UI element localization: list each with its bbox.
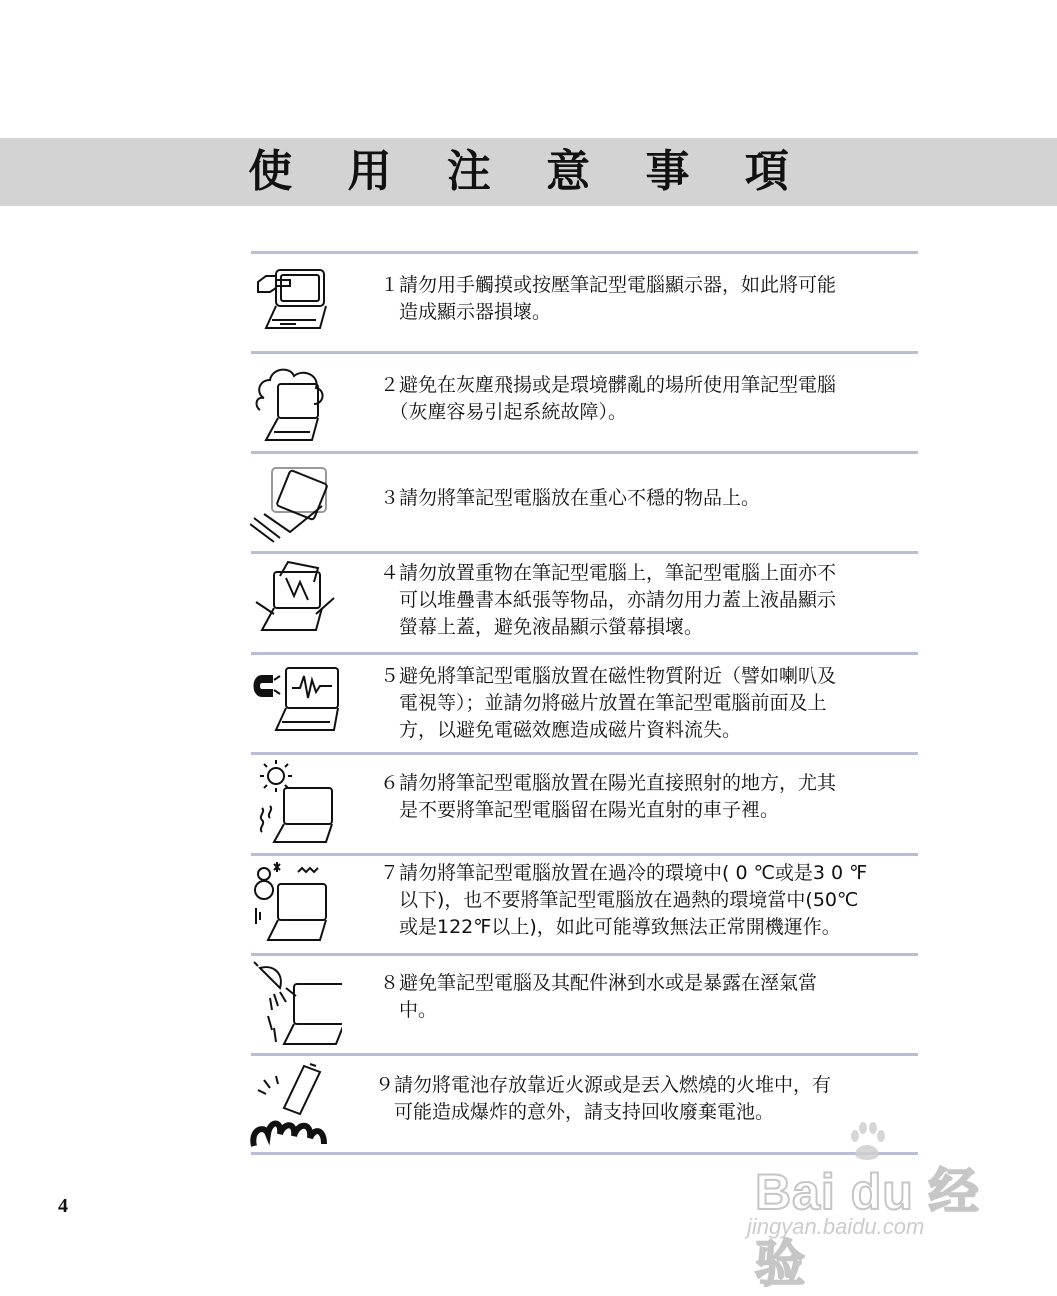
divider <box>251 351 918 354</box>
divider <box>251 752 918 755</box>
laptop-touch-screen-icon <box>250 258 342 350</box>
item-2-text: ２避免在灰塵飛揚或是環境髒亂的場所使用筆記型電腦 （灰塵容易引起系統故障）。 <box>380 374 837 423</box>
item-3-text: ３請勿將筆記型電腦放在重心不穩的物品上。 <box>380 487 761 509</box>
watermark-brand: Bai du 经验 <box>755 1164 980 1292</box>
divider <box>251 1053 918 1056</box>
divider <box>251 451 918 454</box>
divider <box>251 251 918 254</box>
watermark <box>745 1120 1015 1292</box>
laptop-heavy-object-icon <box>250 558 342 650</box>
item-9-text: ９請勿將電池存放靠近火源或是丟入燃燒的火堆中，有 可能造成爆炸的意外，請支持回收廢棄電池。 <box>375 1074 832 1123</box>
item-6-text: ６請勿將筆記型電腦放置在陽光直接照射的地方，尤其 是不要將筆記型電腦留在陽光直射的車子裡。 <box>380 772 837 821</box>
watermark-url: jingyan.baidu.com <box>747 1214 925 1239</box>
laptop-magnet-icon <box>250 660 342 752</box>
battery-fire-icon <box>250 1058 342 1150</box>
laptop-sunlight-icon <box>250 758 342 850</box>
item-4-text: ４請勿放置重物在筆記型電腦上，筆記型電腦上面亦不 可以堆疊書本紙張等物品，亦請勿用力蓋上液晶顯示 螢幕上蓋，避免液晶顯示螢幕損壞。 <box>380 562 837 638</box>
item-7-text: ７請勿將筆記型電腦放置在過冷的環境中( 0 ℃或是3 0 ℉ 以下)，也不要將筆記型電腦放在過熱的環境當中(50℃ 或是122℉以上)，如此可能導致無法正常開機運作。 <box>380 862 868 938</box>
laptop-dust-icon <box>250 358 342 450</box>
page-number: 4 <box>58 1195 68 1217</box>
page-title: 使 用 注 意 事 項 <box>248 146 809 197</box>
divider <box>251 652 918 655</box>
item-1-text: １請勿用手觸摸或按壓筆記型電腦顯示器，如此將可能 造成顯示器損壞。 <box>380 274 837 323</box>
laptop-water-icon <box>250 958 342 1050</box>
divider <box>251 953 918 956</box>
item-8-text: ８避免筆記型電腦及其配件淋到水或是暴露在溼氣當 中。 <box>380 972 818 1021</box>
divider <box>251 853 918 856</box>
laptop-unstable-surface-icon <box>250 458 342 550</box>
divider <box>251 551 918 554</box>
item-5-text: ５避免將筆記型電腦放置在磁性物質附近（譬如喇叭及 電視等）；並請勿將磁片放置在筆記型電腦前面及上 方，以避免電磁效應造成磁片資料流失。 <box>380 665 837 741</box>
laptop-temperature-icon <box>250 858 342 950</box>
